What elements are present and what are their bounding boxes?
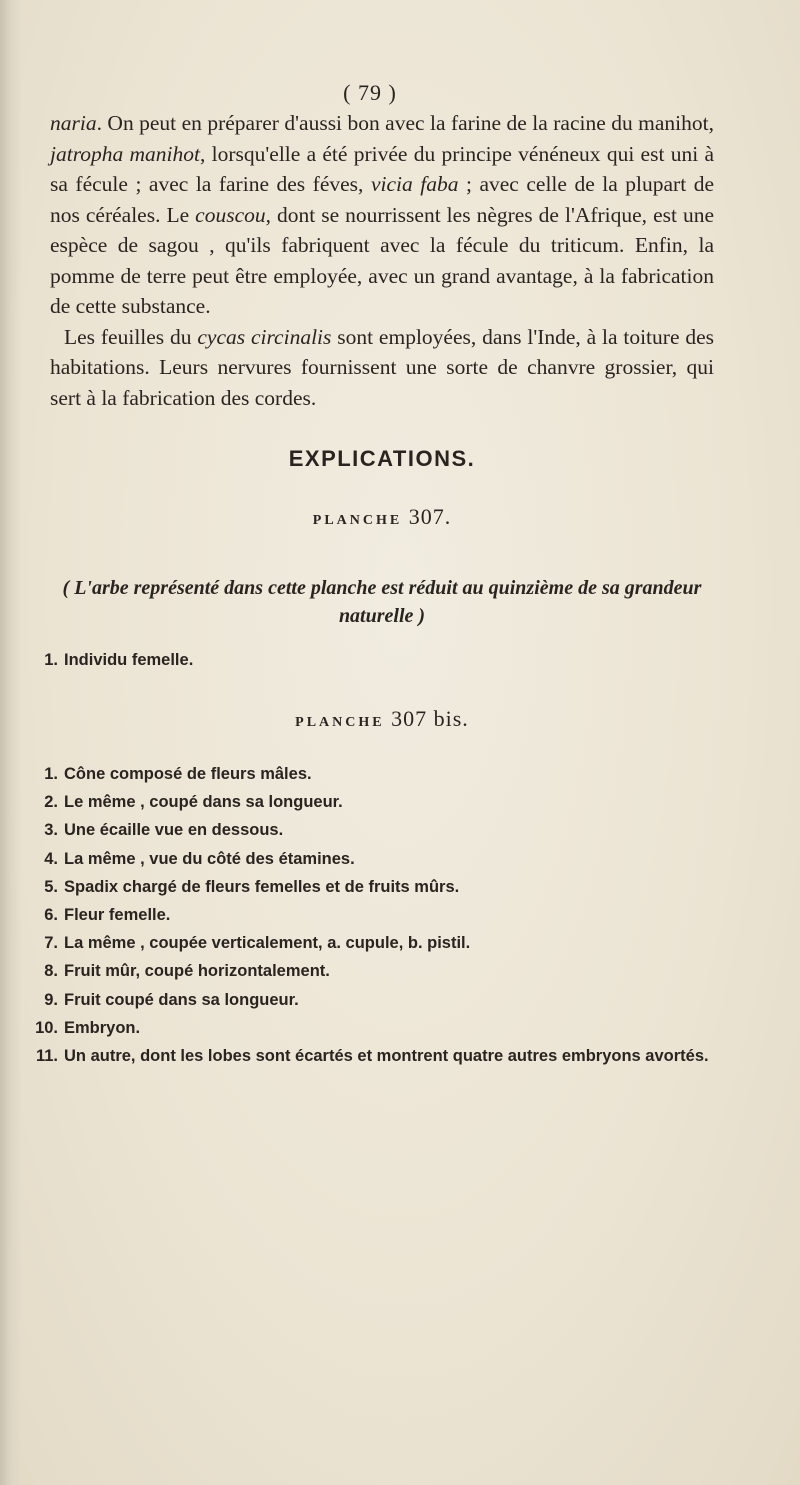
text-segment: ; avec celle de la plupart de nos céréales. Le [50, 172, 714, 227]
list-item [30, 957, 744, 985]
planche-label: PLANCHE [312, 513, 403, 528]
text-segment: vicia faba [370, 172, 459, 196]
planche-heading-2 [0, 706, 764, 732]
item-number: 4. [44, 849, 58, 868]
item-text: Spadix chargé de fleurs femelles et de fruits mûrs. [64, 877, 460, 896]
list-item [30, 929, 744, 957]
item-number: 11. [35, 1047, 58, 1066]
paragraph-1 [50, 108, 714, 322]
item-text: La même , vue du côté des étamines. [64, 849, 355, 868]
text-segment: couscou [195, 202, 266, 227]
list-item [30, 788, 744, 816]
item-text: Embryon. [64, 1018, 141, 1037]
section-heading: EXPLICATIONS. [288, 446, 476, 471]
item-text: La même , coupée verticalement, a. cupule, b. pistil. [64, 934, 471, 953]
item-text: Fruit mûr, coupé horizontalement. [64, 962, 330, 981]
page-edge-shadow [0, 0, 22, 1485]
list-item [30, 845, 744, 873]
item-number: 1. [44, 651, 58, 669]
item-number: 8. [44, 962, 58, 981]
item-number: 7. [44, 934, 58, 953]
text-segment: , lorsqu'elle a été privée du principe vénéneux qui est uni à sa fécule ; avec la farine des féves, [50, 141, 714, 196]
item-text: Un autre, dont les lobes sont écartés et montrent quatre autres embryons avortés. [64, 1047, 709, 1066]
text-segment: , dont se nourrissent les nègres de l'Afrique, est une espèce de sagou , qu'ils fabriquent avec la fécule du triticum. Enfin, la pomme de terre peut être employée, avec un grand avantage, à la fabrication de cette substance. [50, 202, 714, 318]
item-text: Cône composé de fleurs mâles. [64, 765, 312, 783]
page-number: ( 79 ) [343, 80, 397, 105]
body-text [50, 108, 714, 413]
text-segment: . On peut en préparer d'aussi bon avec la farine de la racine du manihot, [96, 111, 714, 135]
item-text: Fruit coupé dans sa longueur. [64, 990, 299, 1009]
list-item [30, 1042, 744, 1070]
list-item [30, 986, 744, 1014]
item-number: 2. [44, 793, 58, 812]
item-text: Individu femelle. [64, 651, 194, 669]
text-segment: jatropha manihot [50, 141, 201, 166]
item-number: 1. [44, 765, 58, 783]
planche-heading-1 [0, 504, 764, 530]
text-segment: Les feuilles du [64, 324, 198, 349]
paragraph-2 [50, 322, 714, 414]
plate-caption: ( L'arbe représenté dans cette planche est réduit au quinzième de sa grandeur naturelle ) [62, 577, 702, 627]
list-planche-1 [30, 646, 193, 674]
list-item [30, 873, 744, 901]
planche-label: PLANCHE [295, 715, 385, 730]
item-number: 3. [44, 821, 58, 840]
item-text: Le même , coupé dans sa longueur. [64, 793, 343, 812]
list-planche-2 [30, 760, 744, 1070]
text-segment: naria [50, 111, 97, 135]
item-number: 10. [35, 1018, 58, 1037]
list-item [30, 1014, 744, 1042]
list-item [30, 901, 744, 929]
list-item [30, 760, 744, 788]
planche-number: 307 bis. [391, 706, 469, 731]
list-item [30, 816, 744, 844]
text-segment: sont employées, dans l'Inde, à la toiture des habitations. Leurs nervures fournissent une sorte de chanvre grossier, qui sert à la fabrication des cordes. [50, 324, 714, 410]
item-text: Une écaille vue en dessous. [64, 821, 284, 840]
item-text: Fleur femelle. [64, 906, 171, 925]
item-number: 9. [44, 990, 58, 1009]
text-segment: cycas circinalis [197, 324, 332, 349]
planche-number: 307. [408, 504, 452, 529]
item-number: 6. [44, 906, 58, 925]
item-number: 5. [44, 877, 58, 896]
list-item [30, 646, 193, 674]
